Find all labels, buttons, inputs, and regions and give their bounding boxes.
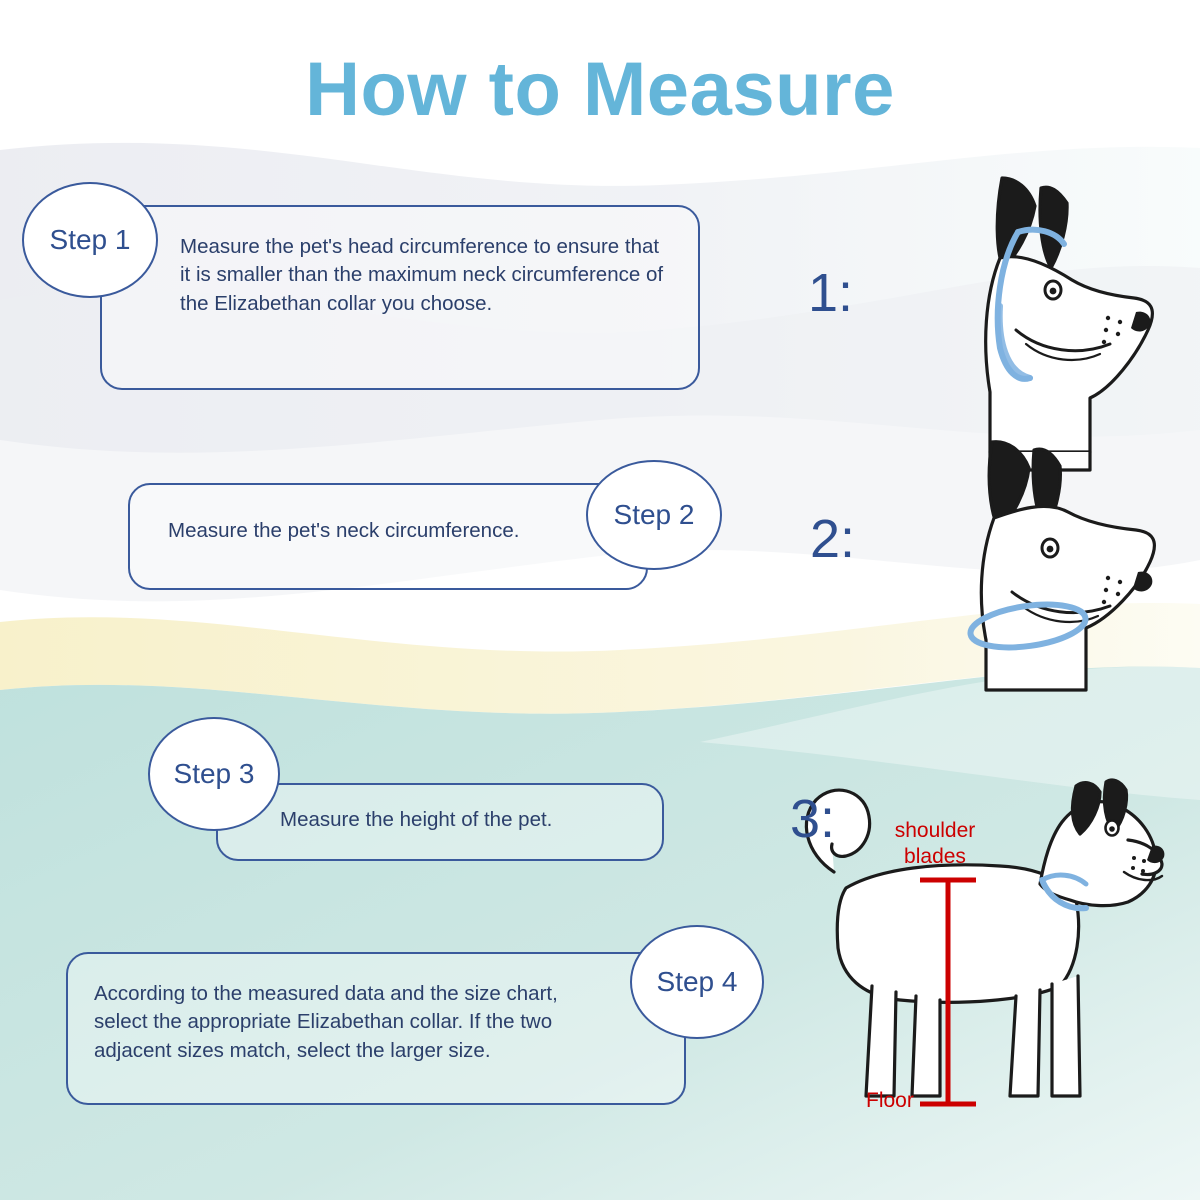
step-3-text: Measure the height of the pet. xyxy=(280,808,553,831)
step-4-label: Step 4 xyxy=(656,966,738,997)
step-1-label: Step 1 xyxy=(49,224,131,255)
step-1-text: Measure the pet's head circumference to ensure that it is smaller than the maximum neck circumference of the Elizabethan collar you choose. xyxy=(180,235,664,315)
step-2-badge xyxy=(586,460,722,570)
illustration-marker-1: 1: xyxy=(808,263,854,323)
step-3-callout xyxy=(216,783,664,861)
step-3-label: Step 3 xyxy=(173,758,255,789)
step-2-text: Measure the pet's neck circumference. xyxy=(168,519,520,542)
shoulder-blades-line-1: shoulder xyxy=(894,819,976,842)
floor-annotation: Floor xyxy=(866,1089,914,1112)
step-3-badge xyxy=(148,717,280,831)
step-4-text: According to the measured data and the size chart, select the appropriate Elizabethan collar. If the two adjacent sizes match, select the larger size. xyxy=(94,982,558,1062)
shoulder-blades-line-2: blades xyxy=(904,844,966,868)
dog-head-with-head-measure-band xyxy=(986,178,1153,470)
page-title: How to Measure xyxy=(305,47,895,132)
step-1-badge xyxy=(22,182,158,298)
step-1-callout xyxy=(100,205,700,390)
step-2-label: Step 2 xyxy=(613,499,695,530)
step-4-callout xyxy=(66,952,686,1105)
illustration-marker-2: 2: xyxy=(810,509,856,569)
step-4-badge xyxy=(630,925,764,1039)
shoulder-blades-annotation xyxy=(880,818,990,869)
step-2-callout xyxy=(128,483,648,590)
illustration-marker-3: 3: xyxy=(790,789,836,849)
dog-head-with-neck-measure-band xyxy=(968,442,1155,690)
